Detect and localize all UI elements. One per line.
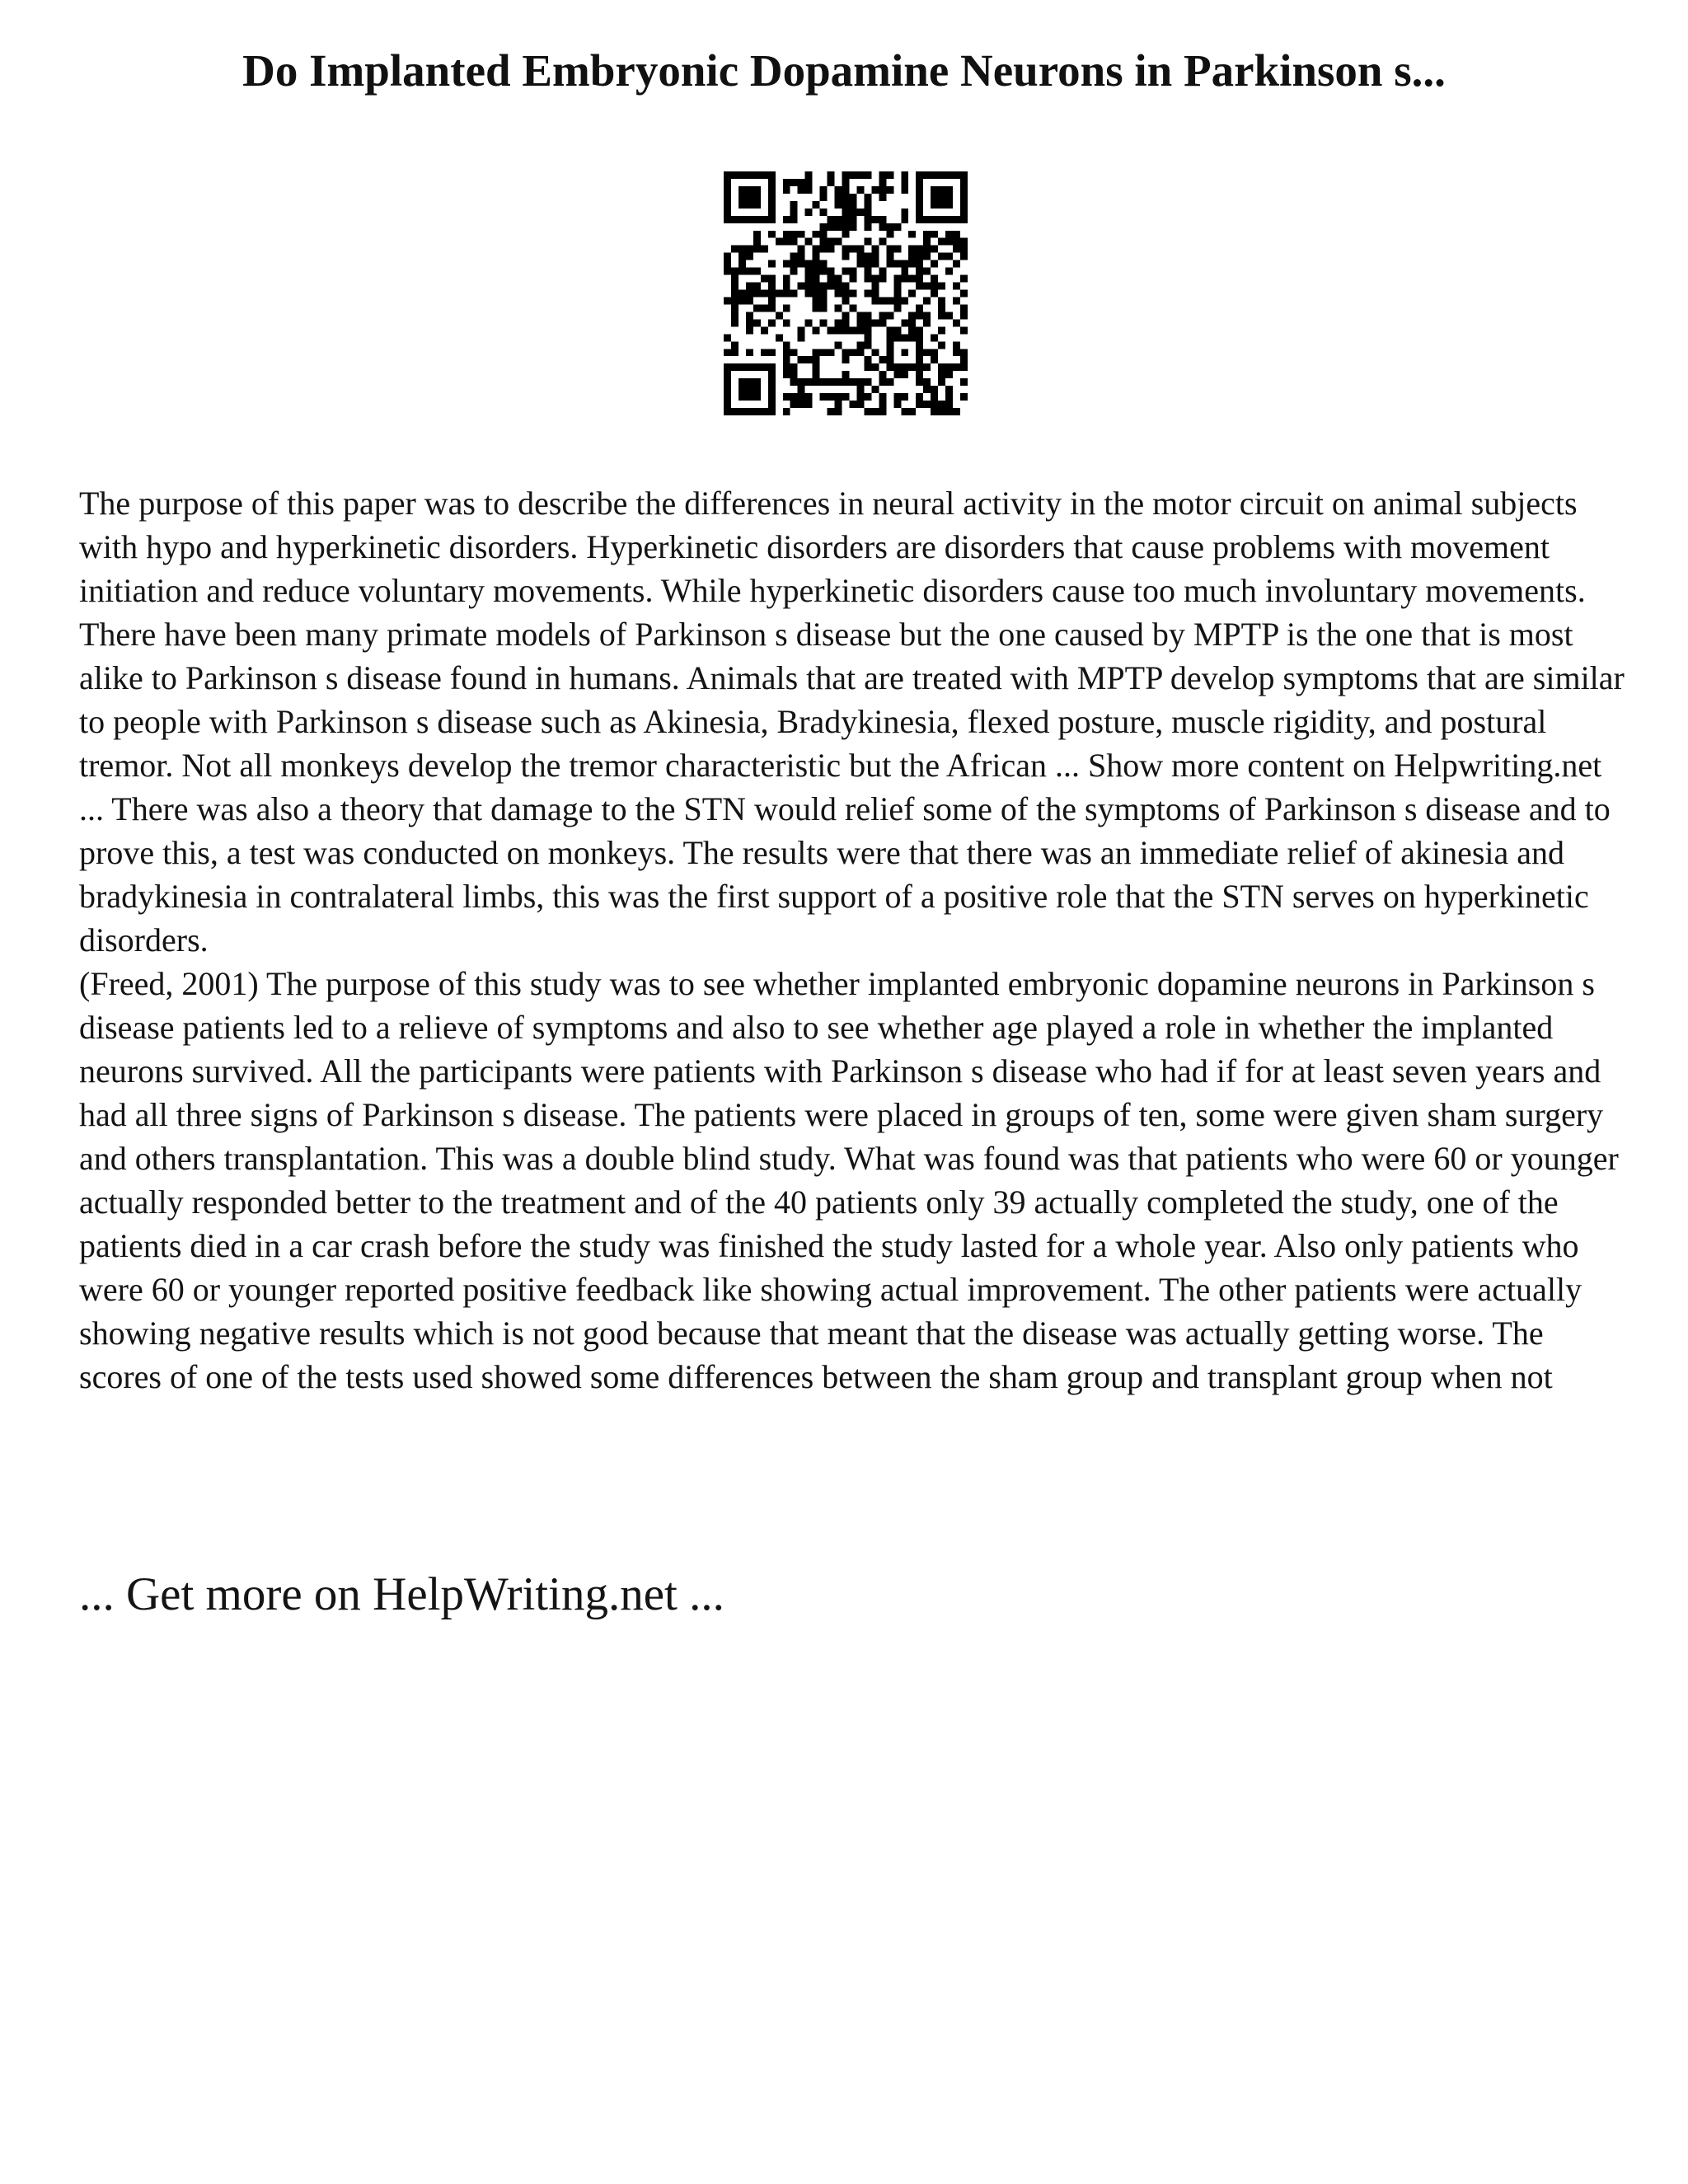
body-paragraph-2: (Freed, 2001) The purpose of this study was to see whether implanted embryonic dopamine neurons in Parkinson s disease patients led to a relieve of symptoms and also to see whether age played a role in whether the implanted neurons survived. All the participants were patients with Parkinson s disease who had if for at least seven years and had all three signs of Parkinson s disease. The patients were placed in groups of ten, some were given sham surgery and others transplantation. This was a double blind study. What was found was that patients who were 60 or younger actually responded better to the treatment and of the 40 patients only 39 actually completed the study, one of the patients died in a car crash before the study was finished the study lasted for a whole year. Also only patients who were 60 or younger reported positive feedback like showing actual improvement. The other patients were actually showing negative results which is not good because that meant that the disease was actually getting worse. The scores of one of the tests used showed some differences between the sham group and transplant group when not bbox=[79, 965, 1619, 1395]
qr-code-icon bbox=[724, 171, 968, 415]
document-title: Do Implanted Embryonic Dopamine Neurons in Parkinson s... bbox=[242, 45, 1446, 96]
document-body bbox=[79, 481, 1629, 1399]
get-more-link[interactable]: ... Get more on HelpWriting.net ... bbox=[79, 1568, 724, 1620]
body-paragraph-1: The purpose of this paper was to describe the differences in neural activity in the motor circuit on animal subjects with hypo and hyperkinetic disorders. Hyperkinetic disorders are disorders that cause problems with movement initiation and reduce voluntary movements. While hyperkinetic disorders cause too much involuntary movements. There have been many primate models of Parkinson s disease but the one caused by MPTP is the one that is most alike to Parkinson s disease found in humans. Animals that are treated with MPTP develop symptoms that are similar to people with Parkinson s disease such as Akinesia, Bradykinesia, flexed posture, muscle rigidity, and postural tremor. Not all monkeys develop the tremor characteristic but the African ... Show more content on Helpwriting.net ... There was also a theory that damage to the STN would relief some of the symptoms of Parkinson s disease and to prove this, a test was conducted on monkeys. The results were that there was an immediate relief of akinesia and bradykinesia in contralateral limbs, this was the first support of a positive role that the STN serves on hyperkinetic disorders. bbox=[79, 485, 1625, 958]
qr-code-graphic bbox=[724, 171, 968, 415]
